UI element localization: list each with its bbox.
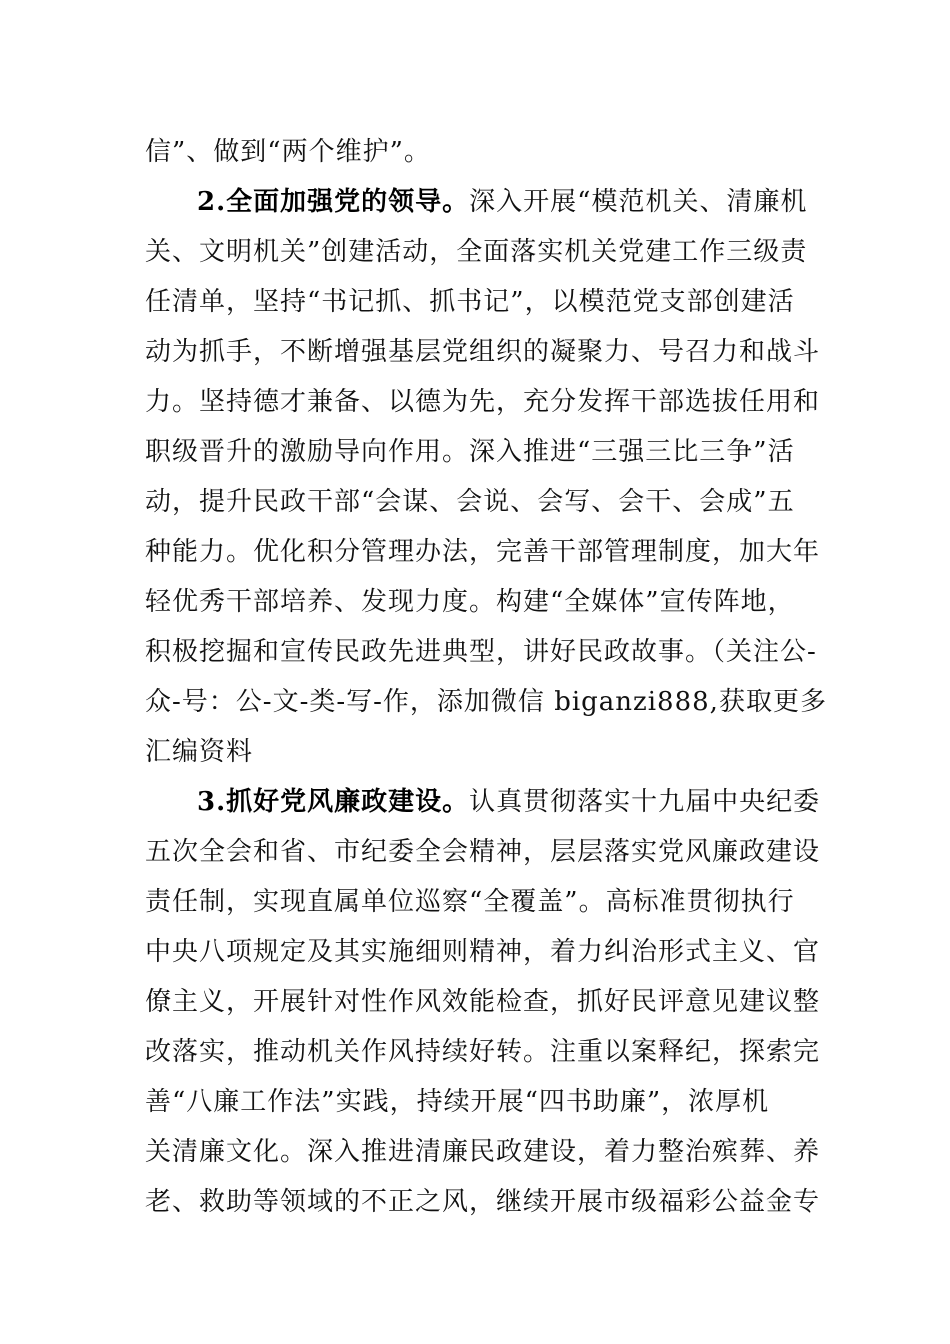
- paragraph-2-line: 动，提升民政干部“会谋、会说、会写、会干、会成”五: [145, 487, 795, 517]
- paragraph-2-line: 汇编资料: [145, 737, 254, 767]
- paragraph-2-line: 力。坚持德才兼备、以德为先，充分发挥干部选拔任用和: [145, 387, 821, 417]
- paragraph-3-heading: 3.抓好党风廉政建设。: [197, 787, 470, 817]
- paragraph-3-first-line: [197, 777, 820, 827]
- paragraph-2-line: 种能力。优化积分管理办法，完善干部管理制度，加大年: [145, 537, 821, 567]
- paragraph-3-line: 中央八项规定及其实施细则精神，着力纠治形式主义、官: [145, 937, 821, 967]
- paragraph-2-line: 众-号：公-文-类-写-作，添加微信 biganzi888,获取更多: [145, 687, 827, 717]
- paragraph-3-line: 改落实，推动机关作风持续好转。注重以案释纪，探索完: [145, 1037, 821, 1067]
- paragraph-3-line: 五次全会和省、市纪委全会精神，层层落实党风廉政建设: [145, 837, 821, 867]
- paragraph-2-line: 积极挖掘和宣传民政先进典型，讲好民政故事。（关注公-: [145, 637, 817, 667]
- paragraph-1-line-1: 信”、做到“两个维护”。: [145, 137, 431, 167]
- paragraph-2-line: 任清单，坚持“书记抓、抓书记”，以模范党支部创建活: [145, 287, 795, 317]
- paragraph-3-line: 关清廉文化。深入推进清廉民政建设，着力整治殡葬、养: [145, 1137, 821, 1167]
- paragraph-2-line: 轻优秀干部培养、发现力度。构建“全媒体”宣传阵地，: [145, 587, 795, 617]
- paragraph-2-line: 关、文明机关”创建活动，全面落实机关党建工作三级责: [145, 237, 808, 267]
- paragraph-2-line: 动为抓手，不断增强基层党组织的凝聚力、号召力和战斗: [145, 337, 821, 367]
- paragraph-2-first-line: [197, 177, 807, 227]
- paragraph-3-first-line-text: 认真贯彻落实十九届中央纪委: [469, 787, 821, 817]
- paragraph-3-line: 善“八廉工作法”实践，持续开展“四书助廉”，浓厚机: [145, 1087, 770, 1117]
- paragraph-3-line: 僚主义，开展针对性作风效能检查，抓好民评意见建议整: [145, 987, 821, 1017]
- paragraph-3-line: 责任制，实现直属单位巡察“全覆盖”。高标准贯彻执行: [145, 887, 795, 917]
- paragraph-2-heading: 2.全面加强党的领导。: [197, 187, 470, 217]
- paragraph-2-line: 职级晋升的激励导向作用。深入推进“三强三比三争”活: [145, 437, 795, 467]
- paragraph-3-line: 老、救助等领域的不正之风，继续开展市级福彩公益金专: [145, 1187, 821, 1217]
- paragraph-2-first-line-text: 深入开展“模范机关、清廉机: [469, 187, 808, 217]
